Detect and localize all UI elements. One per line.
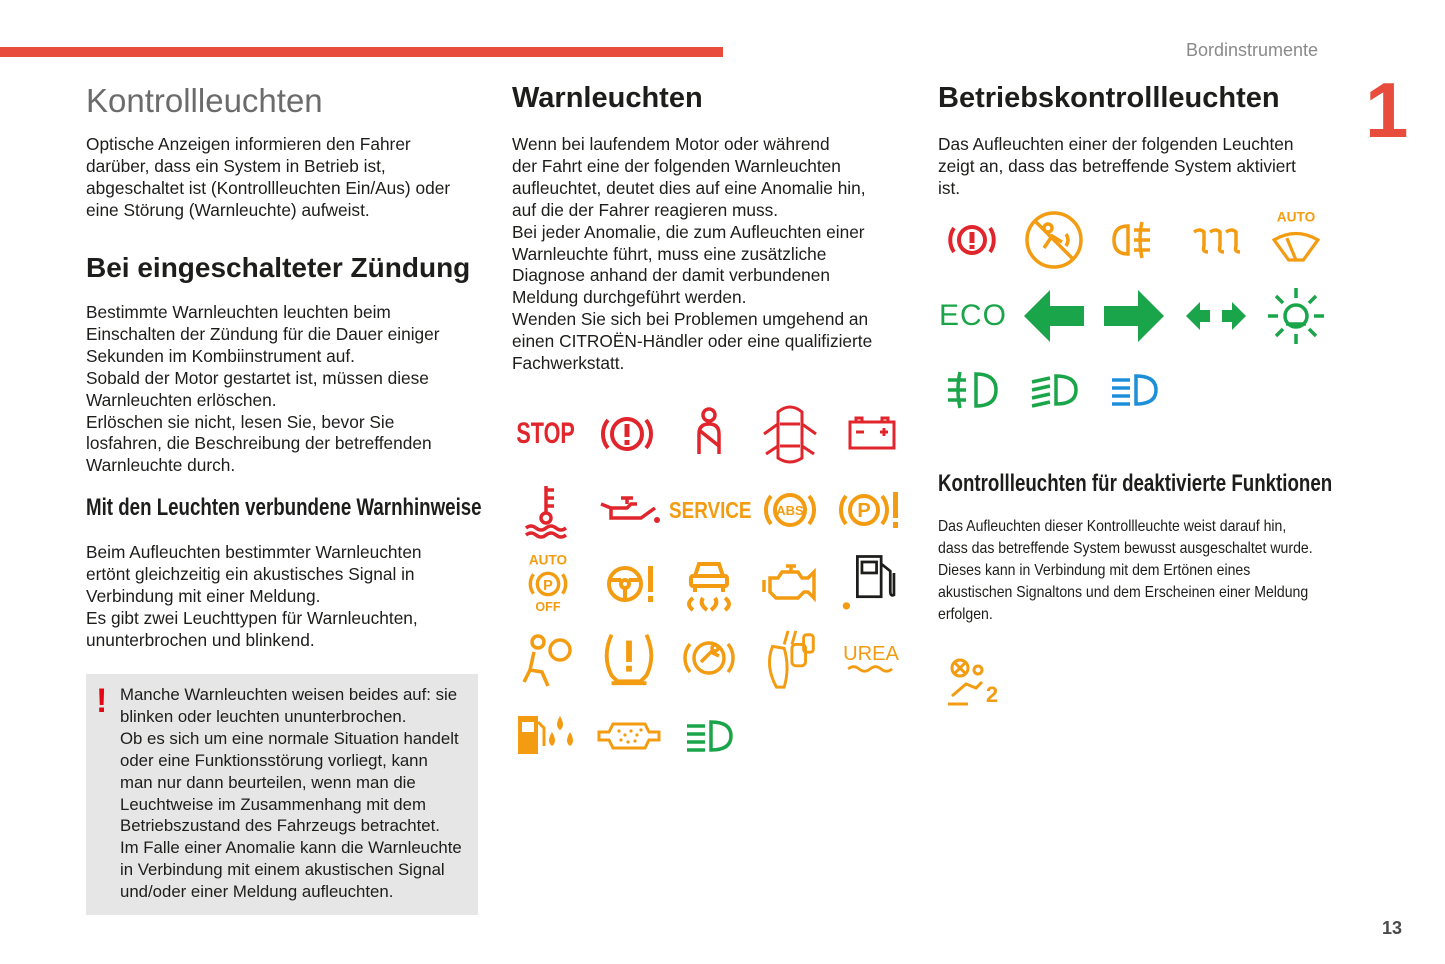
left-turn-indicator-icon bbox=[1022, 284, 1086, 348]
electric-parking-brake-fault-icon bbox=[836, 478, 900, 542]
abs-icon bbox=[758, 478, 822, 542]
note-text: Manche Warnleuchten weisen beides auf: sie blinken oder leuchten ununterbrochen. Ob es sich um eine normale Situation handelt oder eine Funktionsstörung vorliegt, kann man nur dann beurteilen, wenn man die Leuchtweise im Zusammenhang mit dem Betriebszustand des Fahrzeugs betrachtet. Im Falle einer Anomalie kann die Warnleuchte in Verbindung mit einem akustischen Signal und/oder einer Meldung aufleuchten. bbox=[120, 685, 462, 902]
page-number: 13 bbox=[1382, 918, 1403, 938]
deactivated-functions-paragraph: Das Aufleuchten dieser Kontrollleuchte weist darauf hin, dass das betreffende System bewusst ausgeschaltet wurde. Dieses kann in Verbindung mit dem Ertönen eines akustischen Signaltons und dem Erscheinen einer Meldung erfolgen. bbox=[938, 518, 1313, 623]
warnings-heading: Mit den Leuchten verbundene Warnhinweise bbox=[86, 494, 482, 521]
engine-fault-icon bbox=[758, 552, 822, 616]
service-icon: SERVICE bbox=[668, 496, 752, 523]
svg-text:ABS: ABS bbox=[776, 503, 804, 518]
betriebskontrollleuchten-paragraph: Das Aufleuchten einer der folgenden Leuchten zeigt an, dass das betreffende System aktiviert ist. bbox=[938, 134, 1296, 198]
dipped-beam-green-icon bbox=[677, 704, 741, 768]
seatbelt-icon bbox=[677, 402, 741, 466]
driver-airbag-icon bbox=[677, 626, 741, 690]
page-title: Kontrollleuchten bbox=[86, 82, 323, 119]
deactivated-functions-heading: Kontrollleuchten für deaktivierte Funktionen bbox=[938, 470, 1333, 497]
right-turn-indicator-icon bbox=[1102, 284, 1166, 348]
svg-text:P: P bbox=[857, 500, 871, 522]
oil-pressure-icon bbox=[597, 478, 661, 542]
warnleuchten-heading: Warnleuchten bbox=[512, 82, 703, 114]
battery-icon bbox=[840, 402, 904, 466]
warning-mark-icon: ! bbox=[96, 682, 108, 720]
coolant-temperature-icon bbox=[516, 478, 580, 542]
sidelights-icon bbox=[1264, 284, 1328, 348]
warnings-paragraph: Beim Aufleuchten bestimmter Warnleuchten ertönt gleichzeitig ein akustisches Signal in Verbindung mit einer Meldung. Es gibt zwei Leuchttypen für Warnleuchten, ununterbrochen und blinkend. bbox=[86, 542, 422, 650]
warnleuchten-paragraph: Wenn bei laufendem Motor oder während der Fahrt eine der folgenden Warnleuchten aufleuchtet, deutet dies auf eine Anomalie hin, auf die der Fahrer reagieren muss. Bei jeder Anomalie, die zum Aufleuchten einer Warnleuchte führt, muss eine zusätzliche Diagnose anhand der damit verbundenen Meldung durchgeführt werden. Wenden Sie sich bei Problemen umgehend an einen CITROËN-Händler oder eine qualifizierte Fachwerkstatt. bbox=[512, 134, 873, 374]
chapter-number: 1 bbox=[1365, 66, 1409, 154]
note-box bbox=[86, 674, 478, 915]
adblue-urea-icon bbox=[836, 626, 906, 690]
svg-text:AUTO: AUTO bbox=[1276, 209, 1316, 225]
preheating-icon bbox=[1186, 208, 1250, 272]
water-in-diesel-icon bbox=[514, 704, 578, 768]
passenger-airbag-fault-icon bbox=[516, 630, 580, 694]
stability-control-icon bbox=[677, 552, 741, 616]
svg-text:AUTO: AUTO bbox=[528, 552, 568, 568]
dipped-beam-icon bbox=[1022, 358, 1086, 422]
svg-text:P: P bbox=[543, 577, 553, 594]
ignition-heading: Bei eingeschalteter Zündung bbox=[86, 252, 471, 283]
brake-warning-icon bbox=[595, 402, 659, 466]
svg-text:OFF: OFF bbox=[535, 600, 561, 615]
door-open-icon bbox=[758, 402, 822, 466]
particle-filter-icon bbox=[597, 704, 661, 768]
ignition-paragraph: Bestimmte Warnleuchten leuchten beim Einschalten der Zündung für die Dauer einiger Sekunden im Kombiinstrument auf. Sobald der Motor gestartet ist, müssen diese Warnleuchten erlöschen. Erlöschen sie nicht, lesen Sie, bevor Sie losfahren, die Beschreibung der betreffenden Warnleuchte durch. bbox=[86, 302, 440, 476]
brake-pad-wear-icon bbox=[758, 626, 822, 692]
front-fog-light-icon bbox=[940, 358, 1004, 422]
tyre-pressure-icon bbox=[597, 626, 661, 692]
auto-wiper-icon bbox=[1264, 204, 1328, 274]
power-steering-fault-icon bbox=[597, 552, 661, 616]
stop-icon: STOP bbox=[516, 417, 576, 450]
auto-parking-brake-off-icon bbox=[516, 550, 580, 616]
svg-text:2: 2 bbox=[985, 682, 999, 707]
betriebskontrollleuchten-heading: Betriebskontrollleuchten bbox=[938, 82, 1280, 114]
hazard-indicators-icon bbox=[1184, 284, 1248, 348]
rear-fog-light-icon bbox=[1104, 208, 1168, 272]
eco-stop-start-icon: ECO bbox=[938, 299, 1007, 332]
main-beam-icon bbox=[1102, 358, 1166, 422]
section-title: Bordinstrumente bbox=[1186, 40, 1319, 60]
header-accent-bar bbox=[0, 47, 723, 57]
passenger-airbag-off-icon bbox=[1022, 208, 1086, 272]
svg-text:UREA: UREA bbox=[843, 642, 899, 665]
fuel-level-icon bbox=[840, 548, 904, 618]
intro-paragraph: Optische Anzeigen informieren den Fahrer darüber, dass ein System in Betrieb ist, abgeschaltet ist (Kontrollleuchten Ein/Aus) oder eine Störung (Warnleuchte) aufweist. bbox=[86, 134, 451, 220]
parking-brake-active-icon bbox=[940, 208, 1004, 272]
rear-passenger-airbag-off-icon bbox=[942, 654, 1006, 718]
